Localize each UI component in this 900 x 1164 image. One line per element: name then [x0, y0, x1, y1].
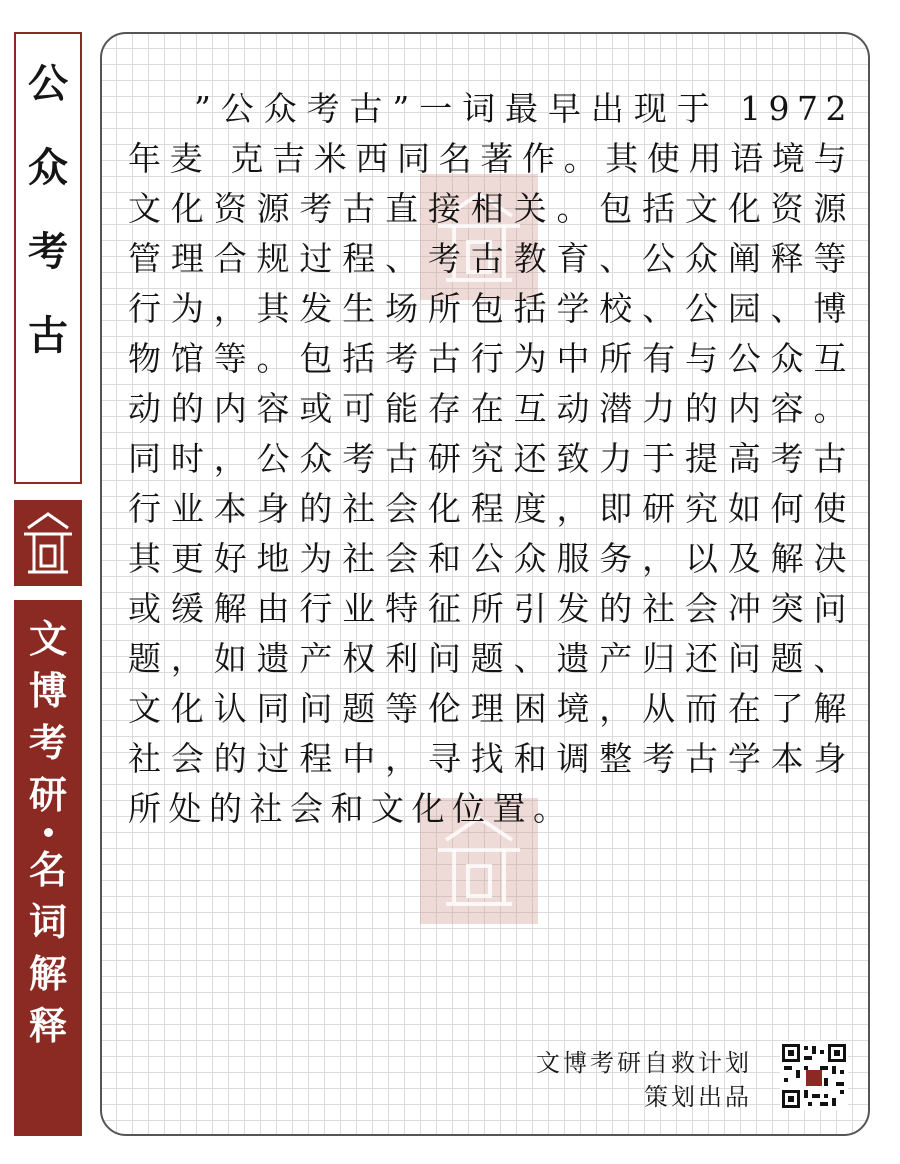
series-char: 文	[28, 617, 67, 661]
term-title	[14, 32, 82, 484]
credit-line: 文博考研自救计划	[536, 1049, 752, 1077]
term-char: 考	[28, 229, 68, 275]
series-char: 研	[28, 773, 67, 817]
separator-dot	[44, 828, 53, 837]
grid-paper-card	[100, 32, 870, 1136]
credit-line: 策划出品	[644, 1083, 752, 1111]
term-char: 古	[28, 313, 68, 359]
series-char: 考	[28, 721, 67, 765]
seal-emblem-icon	[14, 500, 82, 586]
definition-paragraph: ”公众考古”一词最早出现于 1972 年麦 克吉米西同名著作。其使用语境与文化资源考古直接相关。包括文化资源管理合规过程、考古教育、公众阐释等行为，其发生场所包括学校、公园、博物馆等。包括考古行为中所有与公众互动的内容或可能存在互动潜力的内容。同时，公众考古研究还致力于提高考古行业本身的社会化程度，即研究如何使其更好地为社会和公众服务，以及解决或缓解由行业特征所引发的社会冲突问题，如遗产权利问题、遗产归还问题、文化认同问题等伦理困境，从而在了解社会的过程中，寻找和调整考古学本身所处的社会和文化位置。	[128, 89, 854, 828]
series-char: 名	[28, 848, 67, 892]
qr-code-icon[interactable]	[780, 1042, 848, 1110]
credit-footer	[536, 1046, 752, 1114]
series-char: 词	[28, 900, 67, 944]
series-title	[14, 600, 82, 1136]
series-char: 博	[28, 669, 67, 713]
series-char: 释	[28, 1004, 67, 1048]
series-char: 解	[28, 952, 67, 996]
term-char: 公	[28, 61, 68, 107]
term-char: 众	[28, 145, 68, 191]
